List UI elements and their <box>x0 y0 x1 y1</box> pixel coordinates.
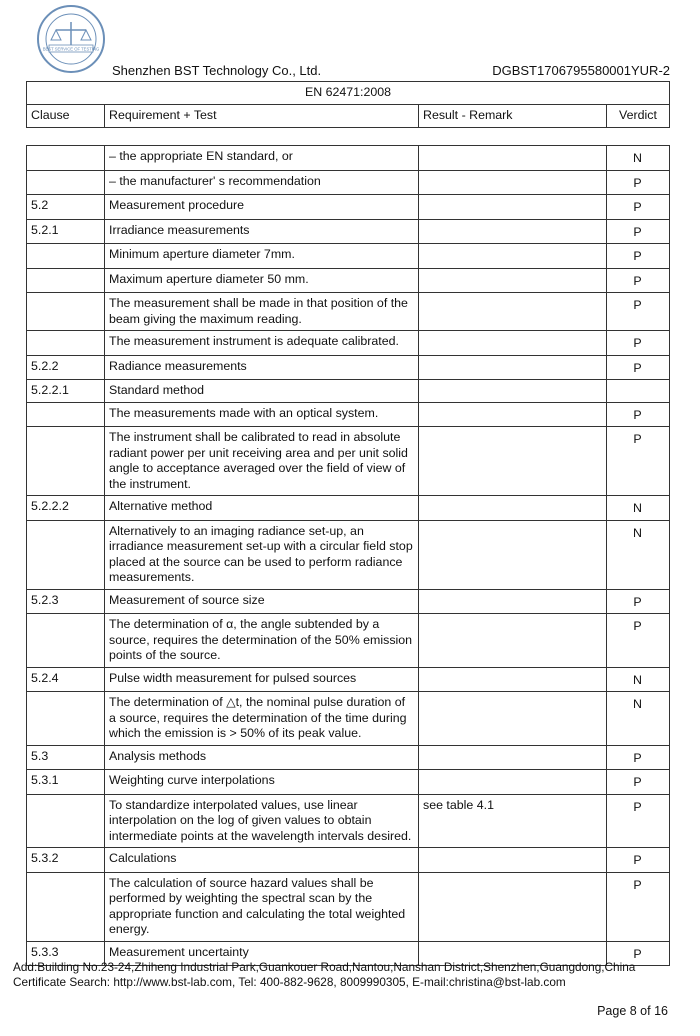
footer <box>13 960 635 989</box>
table-row <box>27 427 670 496</box>
table-row <box>27 745 670 770</box>
requirement-cell: Measurement of source size <box>105 589 419 614</box>
column-header-result: Result - Remark <box>419 105 607 128</box>
verdict-cell: P <box>607 848 670 873</box>
result-cell <box>419 496 607 521</box>
document-number: DGBST1706795580001YUR-2 <box>492 63 670 78</box>
requirement-cell: Irradiance measurements <box>105 219 419 244</box>
clause-cell <box>27 146 105 171</box>
clause-cell: 5.2.2.1 <box>27 380 105 403</box>
table-row <box>27 692 670 746</box>
page-number: Page 8 of 16 <box>597 1004 668 1018</box>
verdict-cell: P <box>607 268 670 293</box>
table-row <box>27 402 670 427</box>
verdict-cell: N <box>607 520 670 589</box>
verdict-cell: N <box>607 496 670 521</box>
clause-cell: 5.2.1 <box>27 219 105 244</box>
result-cell <box>419 872 607 941</box>
company-name: Shenzhen BST Technology Co., Ltd. <box>112 63 322 78</box>
table-row <box>27 520 670 589</box>
report-header-table <box>26 81 670 128</box>
clause-cell <box>27 794 105 848</box>
verdict-cell: P <box>607 745 670 770</box>
result-cell <box>419 195 607 220</box>
requirement-cell: The measurements made with an optical system. <box>105 402 419 427</box>
requirement-cell: Alternatively to an imaging radiance set-up, an irradiance measurement set-up with a circular field stop placed at the source can be used to perform radiance measurements. <box>105 520 419 589</box>
column-header-requirement: Requirement + Test <box>105 105 419 128</box>
verdict-cell: P <box>607 244 670 269</box>
table-row <box>27 170 670 195</box>
verdict-cell: P <box>607 427 670 496</box>
verdict-cell: P <box>607 195 670 220</box>
table-row <box>27 848 670 873</box>
clause-cell <box>27 614 105 668</box>
requirement-cell: The instrument shall be calibrated to read in absolute radiant power per unit receiving area and per unit solid angle to acceptance averaged over the field of view of the instrument. <box>105 427 419 496</box>
standard-title: EN 62471:2008 <box>27 82 670 105</box>
requirement-cell: Calculations <box>105 848 419 873</box>
verdict-cell: P <box>607 293 670 331</box>
verdict-cell: N <box>607 692 670 746</box>
requirement-cell: The measurement shall be made in that position of the beam giving the maximum reading. <box>105 293 419 331</box>
verdict-cell <box>607 380 670 403</box>
table-row <box>27 293 670 331</box>
table-row <box>27 146 670 171</box>
footer-address: Add:Building No.23-24,Zhiheng Industrial Park,Guankouer Road,Nantou,Nanshan District,Shenzhen,Guangdong,China <box>13 960 636 974</box>
clause-cell: 5.3.2 <box>27 848 105 873</box>
table-row <box>27 355 670 380</box>
column-header-clause: Clause <box>27 105 105 128</box>
result-cell <box>419 170 607 195</box>
requirement-cell: Maximum aperture diameter 50 mm. <box>105 268 419 293</box>
requirement-cell: Alternative method <box>105 496 419 521</box>
verdict-cell: P <box>607 872 670 941</box>
clause-cell <box>27 268 105 293</box>
result-cell <box>419 667 607 692</box>
table-row <box>27 770 670 795</box>
result-cell <box>419 848 607 873</box>
table-row <box>27 794 670 848</box>
result-cell <box>419 293 607 331</box>
clause-cell <box>27 293 105 331</box>
clause-cell <box>27 244 105 269</box>
clause-cell <box>27 402 105 427</box>
result-cell <box>419 146 607 171</box>
verdict-cell: P <box>607 589 670 614</box>
requirement-cell: – the appropriate EN standard, or <box>105 146 419 171</box>
clause-cell <box>27 872 105 941</box>
table-row <box>27 331 670 356</box>
verdict-cell: N <box>607 146 670 171</box>
requirement-cell: Analysis methods <box>105 745 419 770</box>
verdict-cell: P <box>607 219 670 244</box>
requirement-cell: Radiance measurements <box>105 355 419 380</box>
result-cell <box>419 692 607 746</box>
clause-cell: 5.3.1 <box>27 770 105 795</box>
requirement-cell: Standard method <box>105 380 419 403</box>
verdict-cell: P <box>607 770 670 795</box>
result-cell <box>419 244 607 269</box>
table-row <box>27 667 670 692</box>
result-cell <box>419 268 607 293</box>
requirement-cell: Minimum aperture diameter 7mm. <box>105 244 419 269</box>
clause-cell: 5.3.3 <box>27 941 105 966</box>
clause-cell <box>27 427 105 496</box>
table-row <box>27 614 670 668</box>
logo-text: BEST SERVICE OF TESTING <box>42 46 100 52</box>
requirement-cell: Measurement procedure <box>105 195 419 220</box>
result-cell <box>419 520 607 589</box>
column-header-verdict: Verdict <box>607 105 670 128</box>
clause-cell: 5.2.4 <box>27 667 105 692</box>
verdict-cell: P <box>607 170 670 195</box>
result-cell <box>419 355 607 380</box>
table-row <box>27 589 670 614</box>
table-row <box>27 195 670 220</box>
requirement-cell: Pulse width measurement for pulsed sources <box>105 667 419 692</box>
clause-cell: 5.2.2.2 <box>27 496 105 521</box>
verdict-cell: P <box>607 331 670 356</box>
requirement-cell: The calculation of source hazard values shall be performed by weighting the spectral scan by the appropriate function and calculating the total weighted energy. <box>105 872 419 941</box>
requirement-cell: Weighting curve interpolations <box>105 770 419 795</box>
clause-cell <box>27 520 105 589</box>
requirement-cell: The determination of △t, the nominal pulse duration of a source, requires the determination of the time during which the emission is > 50% of its peak value. <box>105 692 419 746</box>
verdict-cell: P <box>607 794 670 848</box>
clause-cell <box>27 331 105 356</box>
clause-cell <box>27 692 105 746</box>
result-cell <box>419 589 607 614</box>
requirement-cell: The measurement instrument is adequate calibrated. <box>105 331 419 356</box>
requirement-cell: Measurement uncertainty <box>105 941 419 966</box>
result-cell <box>419 219 607 244</box>
table-row <box>27 872 670 941</box>
clause-cell: 5.2.3 <box>27 589 105 614</box>
table-row <box>27 244 670 269</box>
requirement-cell: The determination of α, the angle subtended by a source, requires the determination of the 50% emission points of the source. <box>105 614 419 668</box>
verdict-cell: P <box>607 355 670 380</box>
result-cell <box>419 770 607 795</box>
table-row <box>27 268 670 293</box>
clause-table <box>26 145 670 966</box>
result-cell: see table 4.1 <box>419 794 607 848</box>
clause-cell <box>27 170 105 195</box>
clause-cell: 5.2.2 <box>27 355 105 380</box>
verdict-cell: P <box>607 941 670 966</box>
verdict-cell: N <box>607 667 670 692</box>
result-cell <box>419 614 607 668</box>
verdict-cell: P <box>607 614 670 668</box>
result-cell <box>419 745 607 770</box>
result-cell <box>419 331 607 356</box>
table-row <box>27 380 670 403</box>
result-cell <box>419 380 607 403</box>
footer-contact: Certificate Search: http://www.bst-lab.com, Tel: 400-882-9628, 8009990305, E-mail:christina@bst-lab.com <box>13 974 566 989</box>
verdict-cell: P <box>607 402 670 427</box>
result-cell <box>419 427 607 496</box>
clause-cell: 5.3 <box>27 745 105 770</box>
table-row <box>27 496 670 521</box>
requirement-cell: – the manufacturer' s recommendation <box>105 170 419 195</box>
bst-logo <box>36 4 106 74</box>
clause-cell: 5.2 <box>27 195 105 220</box>
table-row <box>27 219 670 244</box>
result-cell <box>419 402 607 427</box>
requirement-cell: To standardize interpolated values, use linear interpolation on the log of given values to obtain intermediate points at the wavelength intervals desired. <box>105 794 419 848</box>
